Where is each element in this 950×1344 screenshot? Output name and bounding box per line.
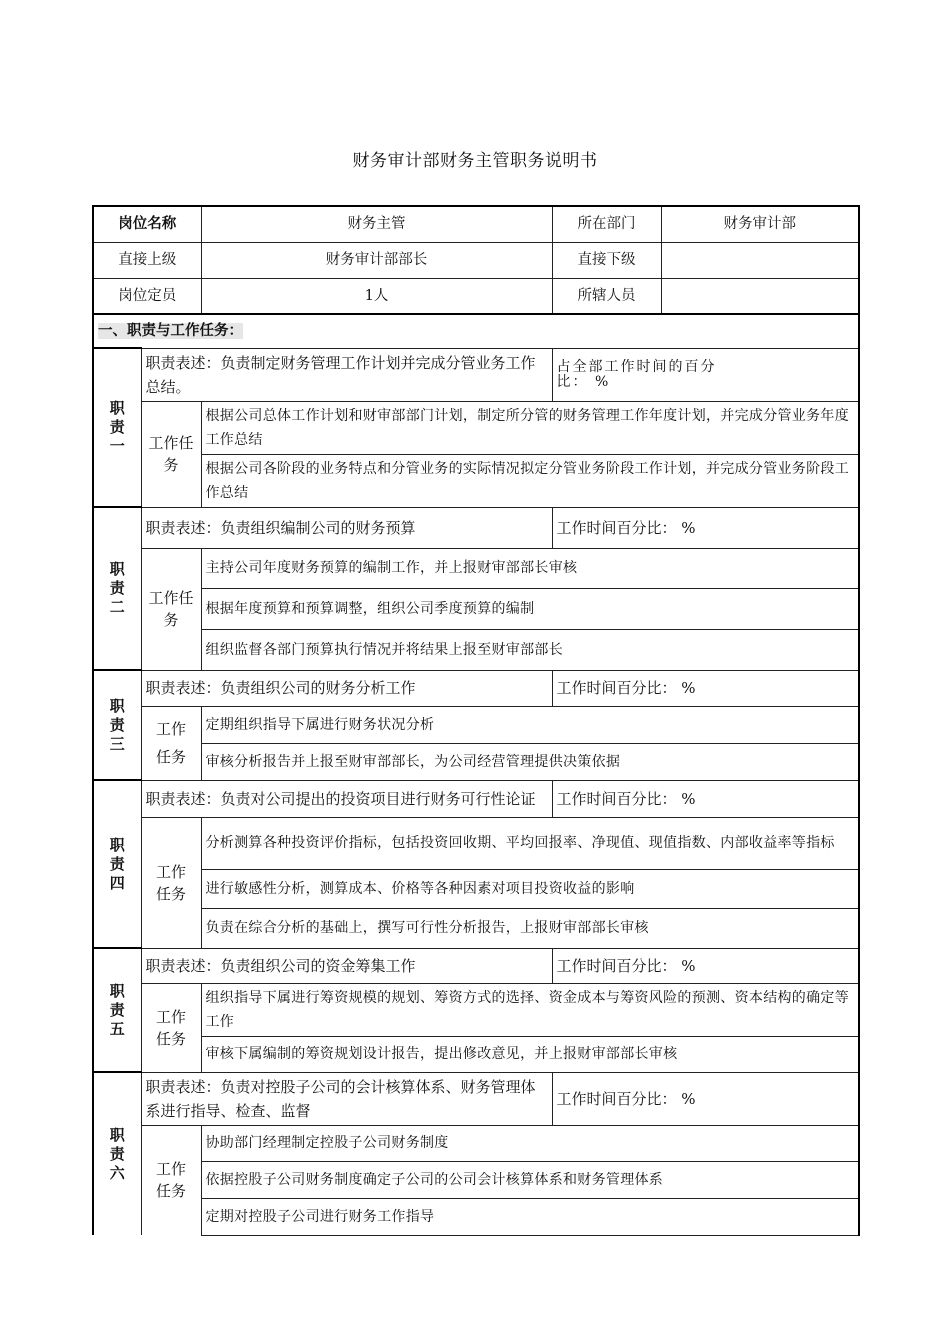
- duty-4-task-1: 分析测算各种投资评价指标，包括投资回收期、平均回报率、净现值、现值指数、内部收益率等指标: [201, 817, 859, 869]
- position-name-value: 财务主管: [201, 206, 552, 242]
- duty-6-label: 职 责 六: [93, 1072, 141, 1235]
- duty-2-label: 职 责 二: [93, 507, 141, 670]
- subordinate-value: [661, 242, 859, 278]
- duty-6-description: 职责表述：负责对控股子公司的会计核算体系、财务管理体系进行指导、检查、监督: [141, 1072, 552, 1125]
- duty-4-task-2: 进行敏感性分析，测算成本、价格等各种因素对项目投资收益的影响: [201, 869, 859, 908]
- duty-2-task-1: 主持公司年度财务预算的编制工作，并上报财审部部长审核: [201, 548, 859, 588]
- duty-3-task-1: 定期组织指导下属进行财务状况分析: [201, 706, 859, 743]
- duty-3-time-pct: 工作时间百分比： %: [552, 670, 859, 706]
- position-name-label: 岗位名称: [93, 206, 201, 242]
- duty-5-task-2: 审核下属编制的筹资规划设计报告，提出修改意见，并上报财审部部长审核: [201, 1036, 859, 1072]
- duty-2-task-label: 工作任务: [141, 548, 201, 670]
- duty-6-task-row: [93, 1198, 859, 1235]
- duty-6-time-pct: 工作时间百分比： %: [552, 1072, 859, 1125]
- duty-1-task-row: [93, 401, 859, 454]
- subordinate-label: 直接下级: [552, 242, 661, 278]
- duty-1-label: 职 责 一: [93, 348, 141, 507]
- header-row-position: [93, 206, 859, 242]
- duty-1-task-label: 工作任务: [141, 401, 201, 507]
- duty-2-task-row: [93, 548, 859, 588]
- duty-5-description-row: [93, 948, 859, 983]
- duty-2-task-2: 根据年度预算和预算调整，组织公司季度预算的编制: [201, 588, 859, 629]
- duty-6-task-row: [93, 1161, 859, 1198]
- job-description-table: [92, 205, 860, 1236]
- duty-1-task-2: 根据公司各阶段的业务特点和分管业务的实际情况拟定分管业务阶段工作计划，并完成分管业务阶段工作总结: [201, 454, 859, 507]
- duty-2-task-3: 组织监督各部门预算执行情况并将结果上报至财审部部长: [201, 629, 859, 670]
- duty-3-task-label: 工作任务: [141, 706, 201, 780]
- duty-4-task-row: [93, 908, 859, 948]
- duty-6-task-2: 依据控股子公司财务制度确定子公司的公司会计核算体系和财务管理体系: [201, 1161, 859, 1198]
- duty-2-task-row: [93, 588, 859, 629]
- duty-6-task-row: [93, 1125, 859, 1161]
- duty-6-task-1: 协助部门经理制定控股子公司财务制度: [201, 1125, 859, 1161]
- staff-value: [661, 278, 859, 314]
- duty-6-task-3: 定期对控股子公司进行财务工作指导: [201, 1198, 859, 1235]
- section-row: [93, 314, 859, 348]
- duty-5-task-1: 组织指导下属进行筹资规模的规划、筹资方式的选择、资金成本与筹资风险的预测、资本结构的确定等工作: [201, 983, 859, 1036]
- duty-1-description: 职责表述：负责制定财务管理工作计划并完成分管业务工作总结。: [141, 348, 552, 401]
- duty-3-task-2: 审核分析报告并上报至财审部部长，为公司经营管理提供决策依据: [201, 743, 859, 780]
- duty-3-description: 职责表述：负责组织公司的财务分析工作: [141, 670, 552, 706]
- duty-5-task-row: [93, 983, 859, 1036]
- duty-6-description-row: [93, 1072, 859, 1125]
- duty-5-time-pct: 工作时间百分比： %: [552, 948, 859, 983]
- duty-2-description-row: [93, 507, 859, 548]
- duty-4-task-label: 工作任务: [141, 817, 201, 948]
- staff-label: 所辖人员: [552, 278, 661, 314]
- duty-5-description: 职责表述：负责组织公司的资金筹集工作: [141, 948, 552, 983]
- department-value: 财务审计部: [661, 206, 859, 242]
- duty-4-task-row: [93, 817, 859, 869]
- duty-3-description-row: [93, 670, 859, 706]
- header-row-headcount: [93, 278, 859, 314]
- duty-3-task-row: [93, 706, 859, 743]
- section-title: 一、职责与工作任务：: [93, 314, 859, 348]
- duty-2-task-row: [93, 629, 859, 670]
- duty-5-task-label: 工作任务: [141, 983, 201, 1072]
- duty-2-description: 职责表述：负责组织编制公司的财务预算: [141, 507, 552, 548]
- duty-4-task-row: [93, 869, 859, 908]
- duty-4-task-3: 负责在综合分析的基础上，撰写可行性分析报告，上报财审部部长审核: [201, 908, 859, 948]
- duty-5-label: 职 责 五: [93, 948, 141, 1072]
- superior-label: 直接上级: [93, 242, 201, 278]
- header-row-superior: [93, 242, 859, 278]
- duty-1-task-1: 根据公司总体工作计划和财审部部门计划，制定所分管的财务管理工作年度计划，并完成分管业务年度工作总结: [201, 401, 859, 454]
- duty-4-description: 职责表述：负责对公司提出的投资项目进行财务可行性论证: [141, 780, 552, 817]
- document-title: 财务审计部财务主管职务说明书: [352, 151, 598, 171]
- headcount-value: 1人: [201, 278, 552, 314]
- superior-value: 财务审计部部长: [201, 242, 552, 278]
- duty-4-description-row: [93, 780, 859, 817]
- duty-1-task-row: [93, 454, 859, 507]
- duty-1-time-pct: 占全部工作时间的百分比： %: [552, 348, 859, 401]
- duty-6-task-label: 工作任务: [141, 1125, 201, 1235]
- duty-3-task-row: [93, 743, 859, 780]
- duty-2-time-pct: 工作时间百分比： %: [552, 507, 859, 548]
- duty-3-label: 职 责 三: [93, 670, 141, 780]
- duty-4-time-pct: 工作时间百分比： %: [552, 780, 859, 817]
- department-label: 所在部门: [552, 206, 661, 242]
- duty-4-label: 职 责 四: [93, 780, 141, 948]
- duty-5-task-row: [93, 1036, 859, 1072]
- duty-1-description-row: [93, 348, 859, 401]
- headcount-label: 岗位定员: [93, 278, 201, 314]
